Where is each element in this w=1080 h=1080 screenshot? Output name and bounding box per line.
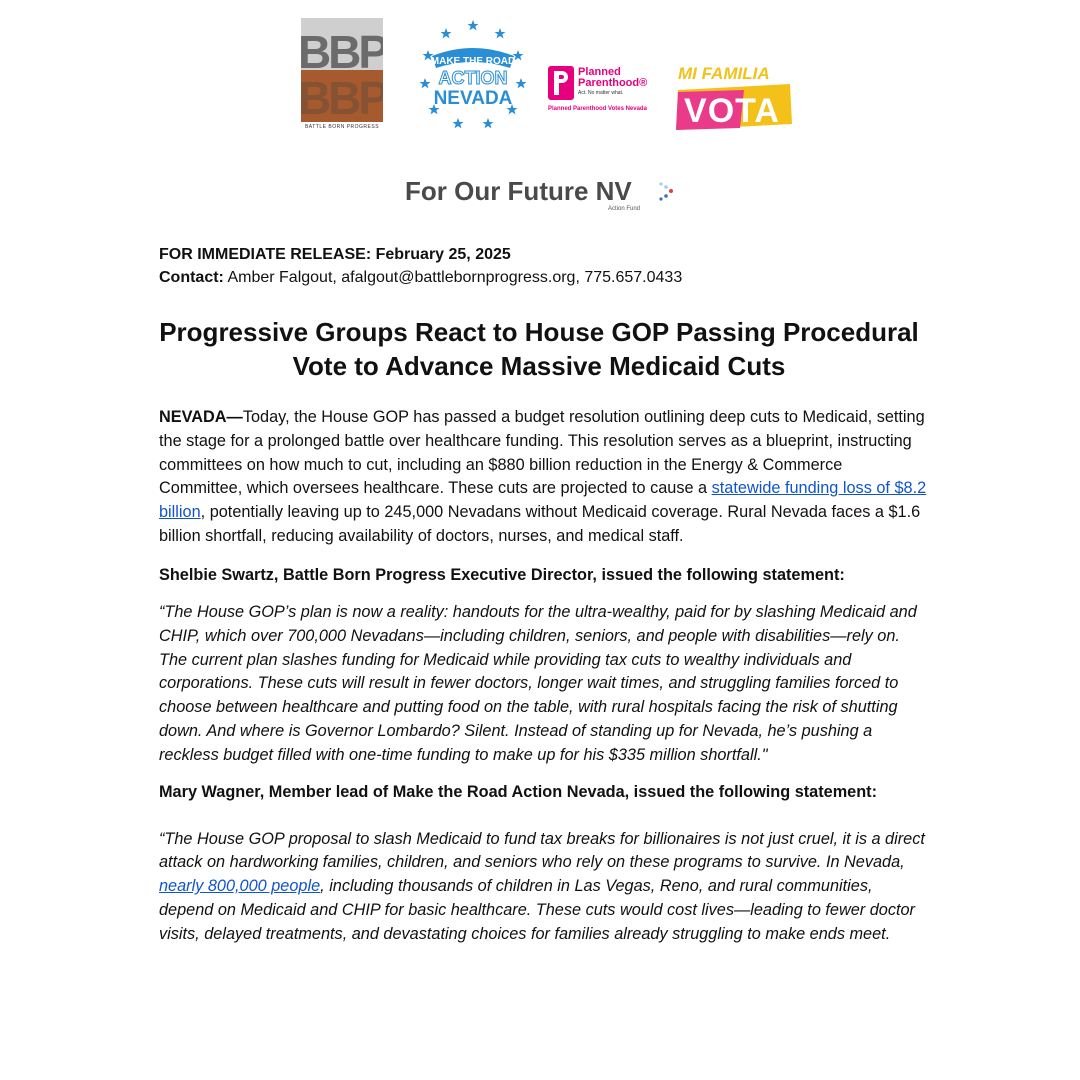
fof-subtitle: Action Fund <box>608 206 641 212</box>
fof-dots-icon <box>657 178 685 206</box>
mi-familia-vota-logo <box>672 62 800 132</box>
mfv-vota-text: VOTA <box>684 92 780 130</box>
funding-loss-link[interactable]: statewide funding loss of $8.2 billion <box>159 479 927 522</box>
mtr-line1: MAKE THE ROAD <box>430 56 516 67</box>
dateline: NEVADA— <box>159 408 243 426</box>
mtr-line2: ACTION <box>438 68 508 88</box>
bbp-tagline: BATTLE BORN PROGRESS <box>304 124 380 130</box>
pp-name: Planned Parenthood® <box>578 66 648 89</box>
release-date: FOR IMMEDIATE RELEASE: February 25, 2025 <box>159 246 511 263</box>
statement2-speaker: Mary Wagner, Member lead of Make the Road Action Nevada, issued the following statement: <box>159 783 878 802</box>
for-our-future-logo <box>405 176 695 216</box>
nearly-800000-link[interactable]: nearly 800,000 people <box>159 877 321 896</box>
svg-text:BBP: BBP <box>301 26 383 78</box>
bbp-logo-mark <box>301 18 383 122</box>
press-release-body <box>159 243 929 946</box>
statement2-quote: “The House GOP proposal to slash Medicaid to fund tax breaks for billionaires is not just cruel, it is a direct attack on hardworking families, children, and seniors who rely on these programs to survive. In Nevada, nearly 800,000 people, including thousands of children in Las Vegas, Reno, and rural communities, depend on Medicaid and CHIP for basic healthcare. These cuts would cost lives—leading to fewer doctor visits, delayed treatments, and devastating choices for families already struggling to make ends meet. <box>159 829 925 943</box>
fof-name: For Our Future NV <box>405 176 632 206</box>
make-the-road-action-nevada-logo <box>416 16 530 130</box>
intro-paragraph: NEVADA—Today, the House GOP has passed a budget resolution outlining deep cuts to Medicaid, setting the stage for a prolonged battle over healthcare funding. This resolution serves as a blueprint, instructing committees on how much to cut, including an $880 billion reduction in the Energy & Commerce Committee, which oversees healthcare. These cuts are projected to cause a statewide funding loss of $8.2 billion, potentially leaving up to 245,000 Nevadans without Medicaid coverage. Rural Nevada faces a $1.6 billion shortfall, reducing availability of doctors, nurses, and medical staff. <box>159 408 927 545</box>
statement1-speaker: Shelbie Swartz, Battle Born Progress Executive Director, issued the following statement: <box>159 565 845 584</box>
pp-icon <box>548 66 574 100</box>
release-meta <box>159 243 929 289</box>
mtr-line3: NEVADA <box>433 88 513 109</box>
battle-born-progress-logo <box>301 18 383 128</box>
svg-text:BBP: BBP <box>301 72 383 122</box>
contact-line <box>159 266 929 289</box>
mfv-top-text: MI FAMILIA <box>678 64 770 83</box>
statement1-quote: “The House GOP’s plan is now a reality: handouts for the ultra-wealthy, paid for by slashing Medicaid and CHIP, which over 700,000 Nevadans—including children, seniors, and people with disabilities—rely on. The current plan slashes funding for Medicaid while providing tax cuts to wealthy individuals and corporations. These cuts will result in fewer doctors, longer wait times, and struggling families forced to choose between healthcare and putting food on the table, with rural hospitals facing the risk of shutting down. And where is Governor Lombardo? Silent. Instead of standing up for Nevada, he’s pushing a reckless budget filled with one-time funding to make up for his $335 million shortfall." <box>159 603 917 764</box>
contact-label: Contact: <box>159 269 224 286</box>
contact-value: Amber Falgout, afalgout@battlebornprogress.org, 775.657.0433 <box>223 269 683 286</box>
partner-logos <box>0 16 1080 212</box>
planned-parenthood-logo <box>546 66 656 116</box>
headline: Progressive Groups React to House GOP Passing Procedural Vote to Advance Massive Medicaid Cuts <box>159 317 919 381</box>
mfv-vota-mark <box>674 84 794 130</box>
pp-subtitle: Act. No matter what. <box>578 90 624 96</box>
mtr-logo-mark <box>416 16 530 130</box>
pp-votes-nevada: Planned Parenthood Votes Nevada <box>548 106 647 112</box>
